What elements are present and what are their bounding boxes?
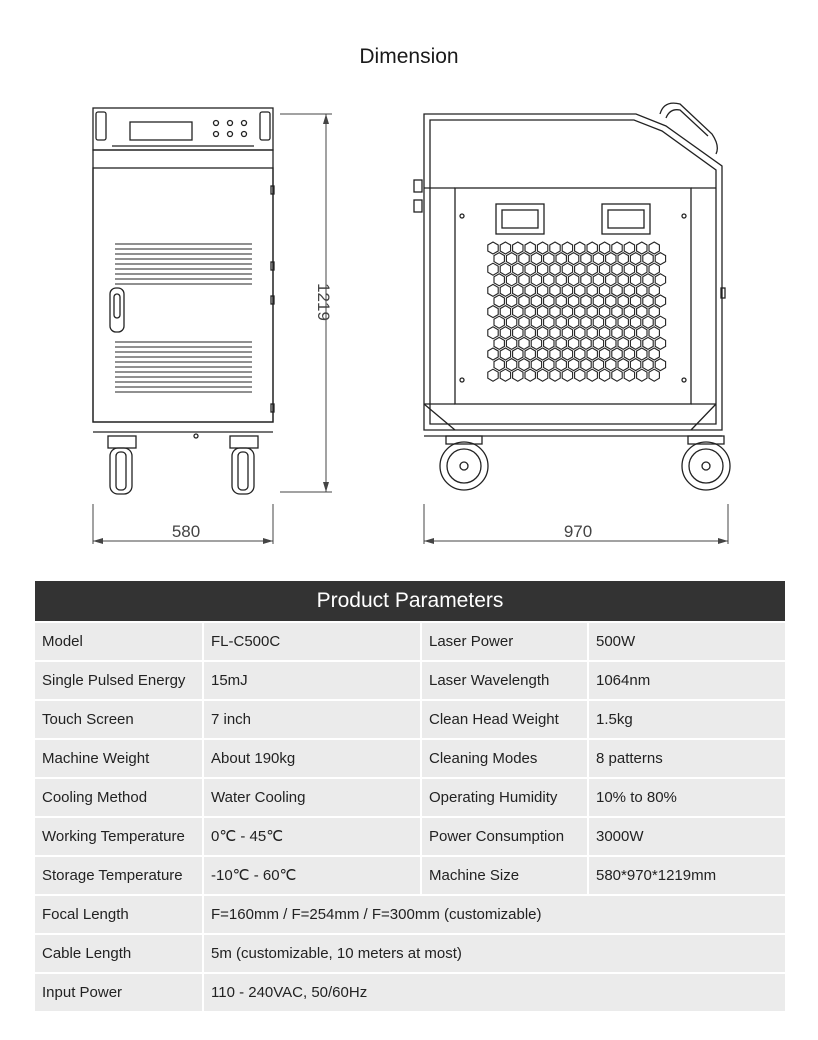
table-header: Product Parameters <box>35 581 785 621</box>
param-name: Machine Size <box>422 857 587 894</box>
param-name: Cable Length <box>35 935 202 972</box>
vent-cell <box>643 359 653 371</box>
vent-cell <box>500 306 510 318</box>
vent-cell <box>637 242 647 254</box>
vent-cell <box>519 359 529 371</box>
vent-cell <box>587 369 597 381</box>
param-name: Cooling Method <box>35 779 202 816</box>
vent-cell <box>581 316 591 328</box>
vent-cell <box>606 337 616 349</box>
param-name: Laser Power <box>422 623 587 660</box>
vent-cell <box>612 369 622 381</box>
vent-cell <box>637 284 647 296</box>
param-value: 8 patterns <box>589 740 785 777</box>
vent-cell <box>500 348 510 360</box>
vent-cell <box>593 316 603 328</box>
vent-cell <box>568 359 578 371</box>
param-value: 580*970*1219mm <box>589 857 785 894</box>
vent-cell <box>612 242 622 254</box>
vent-cell <box>513 242 523 254</box>
vent-cell <box>599 263 609 275</box>
param-name: Touch Screen <box>35 701 202 738</box>
vent-cell <box>488 263 498 275</box>
vent-cell <box>593 337 603 349</box>
vent-cell <box>550 263 560 275</box>
param-name: Input Power <box>35 974 202 1011</box>
vent-cell <box>537 284 547 296</box>
vent-cell <box>593 359 603 371</box>
front-width-label: 580 <box>171 522 201 541</box>
vent-cell <box>581 274 591 286</box>
vent-cell <box>506 274 516 286</box>
vent-cell <box>624 263 634 275</box>
front-view <box>93 108 274 494</box>
vent-cell <box>506 253 516 265</box>
vent-cell <box>587 284 597 296</box>
vent-cell <box>587 327 597 339</box>
vent-cell <box>568 295 578 307</box>
vent-cell <box>618 359 628 371</box>
param-name: Single Pulsed Energy <box>35 662 202 699</box>
param-name: Model <box>35 623 202 660</box>
vent-cell <box>494 316 504 328</box>
vent-cell <box>649 369 659 381</box>
param-value: 5m (customizable, 10 meters at most) <box>204 935 785 972</box>
param-name: Operating Humidity <box>422 779 587 816</box>
vent-cell <box>556 316 566 328</box>
param-value: 10% to 80% <box>589 779 785 816</box>
param-name: Focal Length <box>35 896 202 933</box>
param-value: 3000W <box>589 818 785 855</box>
vent-cell <box>655 359 665 371</box>
vent-cell <box>599 306 609 318</box>
vent-cell <box>637 306 647 318</box>
height-label: 1219 <box>314 283 333 321</box>
vent-cell <box>537 327 547 339</box>
table-row <box>35 974 785 1011</box>
vent-cell <box>630 253 640 265</box>
vent-cell <box>562 306 572 318</box>
vent-cell <box>562 263 572 275</box>
vent-cell <box>537 263 547 275</box>
vent-cell <box>513 306 523 318</box>
param-value: 7 inch <box>204 701 420 738</box>
vent-cell <box>525 242 535 254</box>
table-row <box>35 935 785 972</box>
vent-cell <box>556 359 566 371</box>
vent-cell <box>606 316 616 328</box>
vent-cell <box>537 369 547 381</box>
vent-cell <box>531 295 541 307</box>
vent-cell <box>494 253 504 265</box>
vent-cell <box>575 306 585 318</box>
product-parameters-table <box>35 581 785 1011</box>
vent-cell <box>513 263 523 275</box>
table-row <box>35 857 785 894</box>
vent-cell <box>643 337 653 349</box>
vent-cell <box>494 295 504 307</box>
vent-cell <box>500 369 510 381</box>
vent-cell <box>550 242 560 254</box>
vent-cell <box>649 242 659 254</box>
param-name: Working Temperature <box>35 818 202 855</box>
vent-cell <box>618 316 628 328</box>
vent-cell <box>513 369 523 381</box>
vent-cell <box>519 274 529 286</box>
vent-cell <box>525 369 535 381</box>
vent-cell <box>581 253 591 265</box>
vent-cell <box>500 263 510 275</box>
param-name: Cleaning Modes <box>422 740 587 777</box>
vent-cell <box>649 284 659 296</box>
vent-cell <box>544 274 554 286</box>
vent-cell <box>519 253 529 265</box>
vent-cell <box>562 242 572 254</box>
vent-cell <box>630 295 640 307</box>
vent-cell <box>624 284 634 296</box>
vent-cell <box>568 316 578 328</box>
vent-cell <box>587 306 597 318</box>
vent-cell <box>630 274 640 286</box>
vent-cell <box>649 306 659 318</box>
vent-cell <box>575 369 585 381</box>
vent-cell <box>513 327 523 339</box>
vent-cell <box>537 348 547 360</box>
vent-cell <box>599 284 609 296</box>
param-value: Water Cooling <box>204 779 420 816</box>
vent-cell <box>500 284 510 296</box>
param-value: -10℃ - 60℃ <box>204 857 420 894</box>
vent-cell <box>556 253 566 265</box>
vent-cell <box>612 327 622 339</box>
vent-cell <box>618 337 628 349</box>
table-row <box>35 779 785 816</box>
vent-cell <box>649 263 659 275</box>
vent-cell <box>531 253 541 265</box>
vent-cell <box>488 369 498 381</box>
table-rows <box>35 623 785 1011</box>
param-value: 15mJ <box>204 662 420 699</box>
vent-cell <box>544 295 554 307</box>
vent-cell <box>606 253 616 265</box>
vent-cell <box>637 327 647 339</box>
vent-cell <box>525 306 535 318</box>
vent-cell <box>593 295 603 307</box>
param-value: 110 - 240VAC, 50/60Hz <box>204 974 785 1011</box>
vent-cell <box>488 327 498 339</box>
vent-cell <box>581 337 591 349</box>
vent-cell <box>531 274 541 286</box>
param-name: Laser Wavelength <box>422 662 587 699</box>
vent-cell <box>488 306 498 318</box>
vent-cell <box>624 242 634 254</box>
vent-cell <box>562 327 572 339</box>
vent-cell <box>655 274 665 286</box>
vent-cell <box>606 274 616 286</box>
table-row <box>35 701 785 738</box>
vent-cell <box>637 369 647 381</box>
vent-cell <box>575 348 585 360</box>
vent-cell <box>537 242 547 254</box>
vent-cell <box>506 295 516 307</box>
vent-cell <box>655 316 665 328</box>
param-value: 0℃ - 45℃ <box>204 818 420 855</box>
vent-cell <box>519 316 529 328</box>
vent-cell <box>494 274 504 286</box>
vent-cell <box>593 274 603 286</box>
vent-cell <box>643 295 653 307</box>
table-row <box>35 896 785 933</box>
vent-cell <box>599 327 609 339</box>
vent-cell <box>637 263 647 275</box>
vent-cell <box>525 327 535 339</box>
param-value: 1.5kg <box>589 701 785 738</box>
vent-cell <box>612 263 622 275</box>
vent-cell <box>624 306 634 318</box>
vent-cell <box>587 242 597 254</box>
vent-cell <box>599 369 609 381</box>
vent-cell <box>568 253 578 265</box>
honeycomb-vent <box>488 242 666 381</box>
vent-cell <box>519 337 529 349</box>
vent-cell <box>575 263 585 275</box>
param-value: About 190kg <box>204 740 420 777</box>
vent-cell <box>624 327 634 339</box>
vent-cell <box>500 327 510 339</box>
vent-cell <box>519 295 529 307</box>
vent-cell <box>537 306 547 318</box>
vent-cell <box>544 359 554 371</box>
vent-cell <box>531 316 541 328</box>
vent-cell <box>568 274 578 286</box>
vent-cell <box>612 306 622 318</box>
vent-cell <box>612 284 622 296</box>
vent-cell <box>556 274 566 286</box>
vent-cell <box>488 284 498 296</box>
table-row <box>35 818 785 855</box>
param-value: FL-C500C <box>204 623 420 660</box>
vent-cell <box>488 242 498 254</box>
vent-cell <box>649 348 659 360</box>
vent-cell <box>544 253 554 265</box>
vent-cell <box>525 284 535 296</box>
vent-cell <box>630 316 640 328</box>
vent-cell <box>612 348 622 360</box>
vent-cell <box>525 263 535 275</box>
vent-cell <box>525 348 535 360</box>
vent-cell <box>618 274 628 286</box>
vent-cell <box>630 359 640 371</box>
vent-cell <box>531 359 541 371</box>
vent-cell <box>606 295 616 307</box>
side-width-label: 970 <box>563 522 593 541</box>
vent-cell <box>630 337 640 349</box>
vent-cell <box>575 284 585 296</box>
vent-cell <box>575 327 585 339</box>
vent-cell <box>655 253 665 265</box>
page-title: Dimension <box>359 45 459 68</box>
vent-cell <box>531 337 541 349</box>
vent-cell <box>643 253 653 265</box>
vent-cell <box>550 369 560 381</box>
vent-cell <box>500 242 510 254</box>
vent-cell <box>562 348 572 360</box>
vent-cell <box>643 274 653 286</box>
vent-cell <box>568 337 578 349</box>
vent-cell <box>587 348 597 360</box>
vent-cell <box>550 348 560 360</box>
vent-cell <box>550 284 560 296</box>
vent-cell <box>593 253 603 265</box>
vent-cell <box>599 348 609 360</box>
vent-cell <box>587 263 597 275</box>
vent-cell <box>544 337 554 349</box>
vent-cell <box>562 284 572 296</box>
vent-cell <box>488 348 498 360</box>
vent-cell <box>655 295 665 307</box>
vent-cell <box>599 242 609 254</box>
vent-cell <box>562 369 572 381</box>
vent-cell <box>556 337 566 349</box>
vent-cell <box>575 242 585 254</box>
vent-cell <box>581 295 591 307</box>
vent-cell <box>606 359 616 371</box>
table-row <box>35 623 785 660</box>
param-name: Clean Head Weight <box>422 701 587 738</box>
vent-cell <box>506 316 516 328</box>
vent-cell <box>649 327 659 339</box>
vent-cell <box>655 337 665 349</box>
vent-cell <box>624 369 634 381</box>
vent-cell <box>513 348 523 360</box>
param-value: 1064nm <box>589 662 785 699</box>
vent-cell <box>550 327 560 339</box>
vent-cell <box>637 348 647 360</box>
table-row <box>35 662 785 699</box>
vent-cell <box>618 253 628 265</box>
vent-cell <box>581 359 591 371</box>
vent-cell <box>513 284 523 296</box>
table-row <box>35 740 785 777</box>
vent-cell <box>556 295 566 307</box>
vent-cell <box>506 337 516 349</box>
vent-cell <box>494 337 504 349</box>
vent-cell <box>624 348 634 360</box>
vent-cell <box>544 316 554 328</box>
param-value: F=160mm / F=254mm / F=300mm (customizable) <box>204 896 785 933</box>
param-name: Storage Temperature <box>35 857 202 894</box>
vent-cell <box>550 306 560 318</box>
vent-cell <box>506 359 516 371</box>
vent-cell <box>494 359 504 371</box>
param-name: Machine Weight <box>35 740 202 777</box>
param-value: 500W <box>589 623 785 660</box>
param-name: Power Consumption <box>422 818 587 855</box>
vent-cell <box>618 295 628 307</box>
vent-cell <box>643 316 653 328</box>
